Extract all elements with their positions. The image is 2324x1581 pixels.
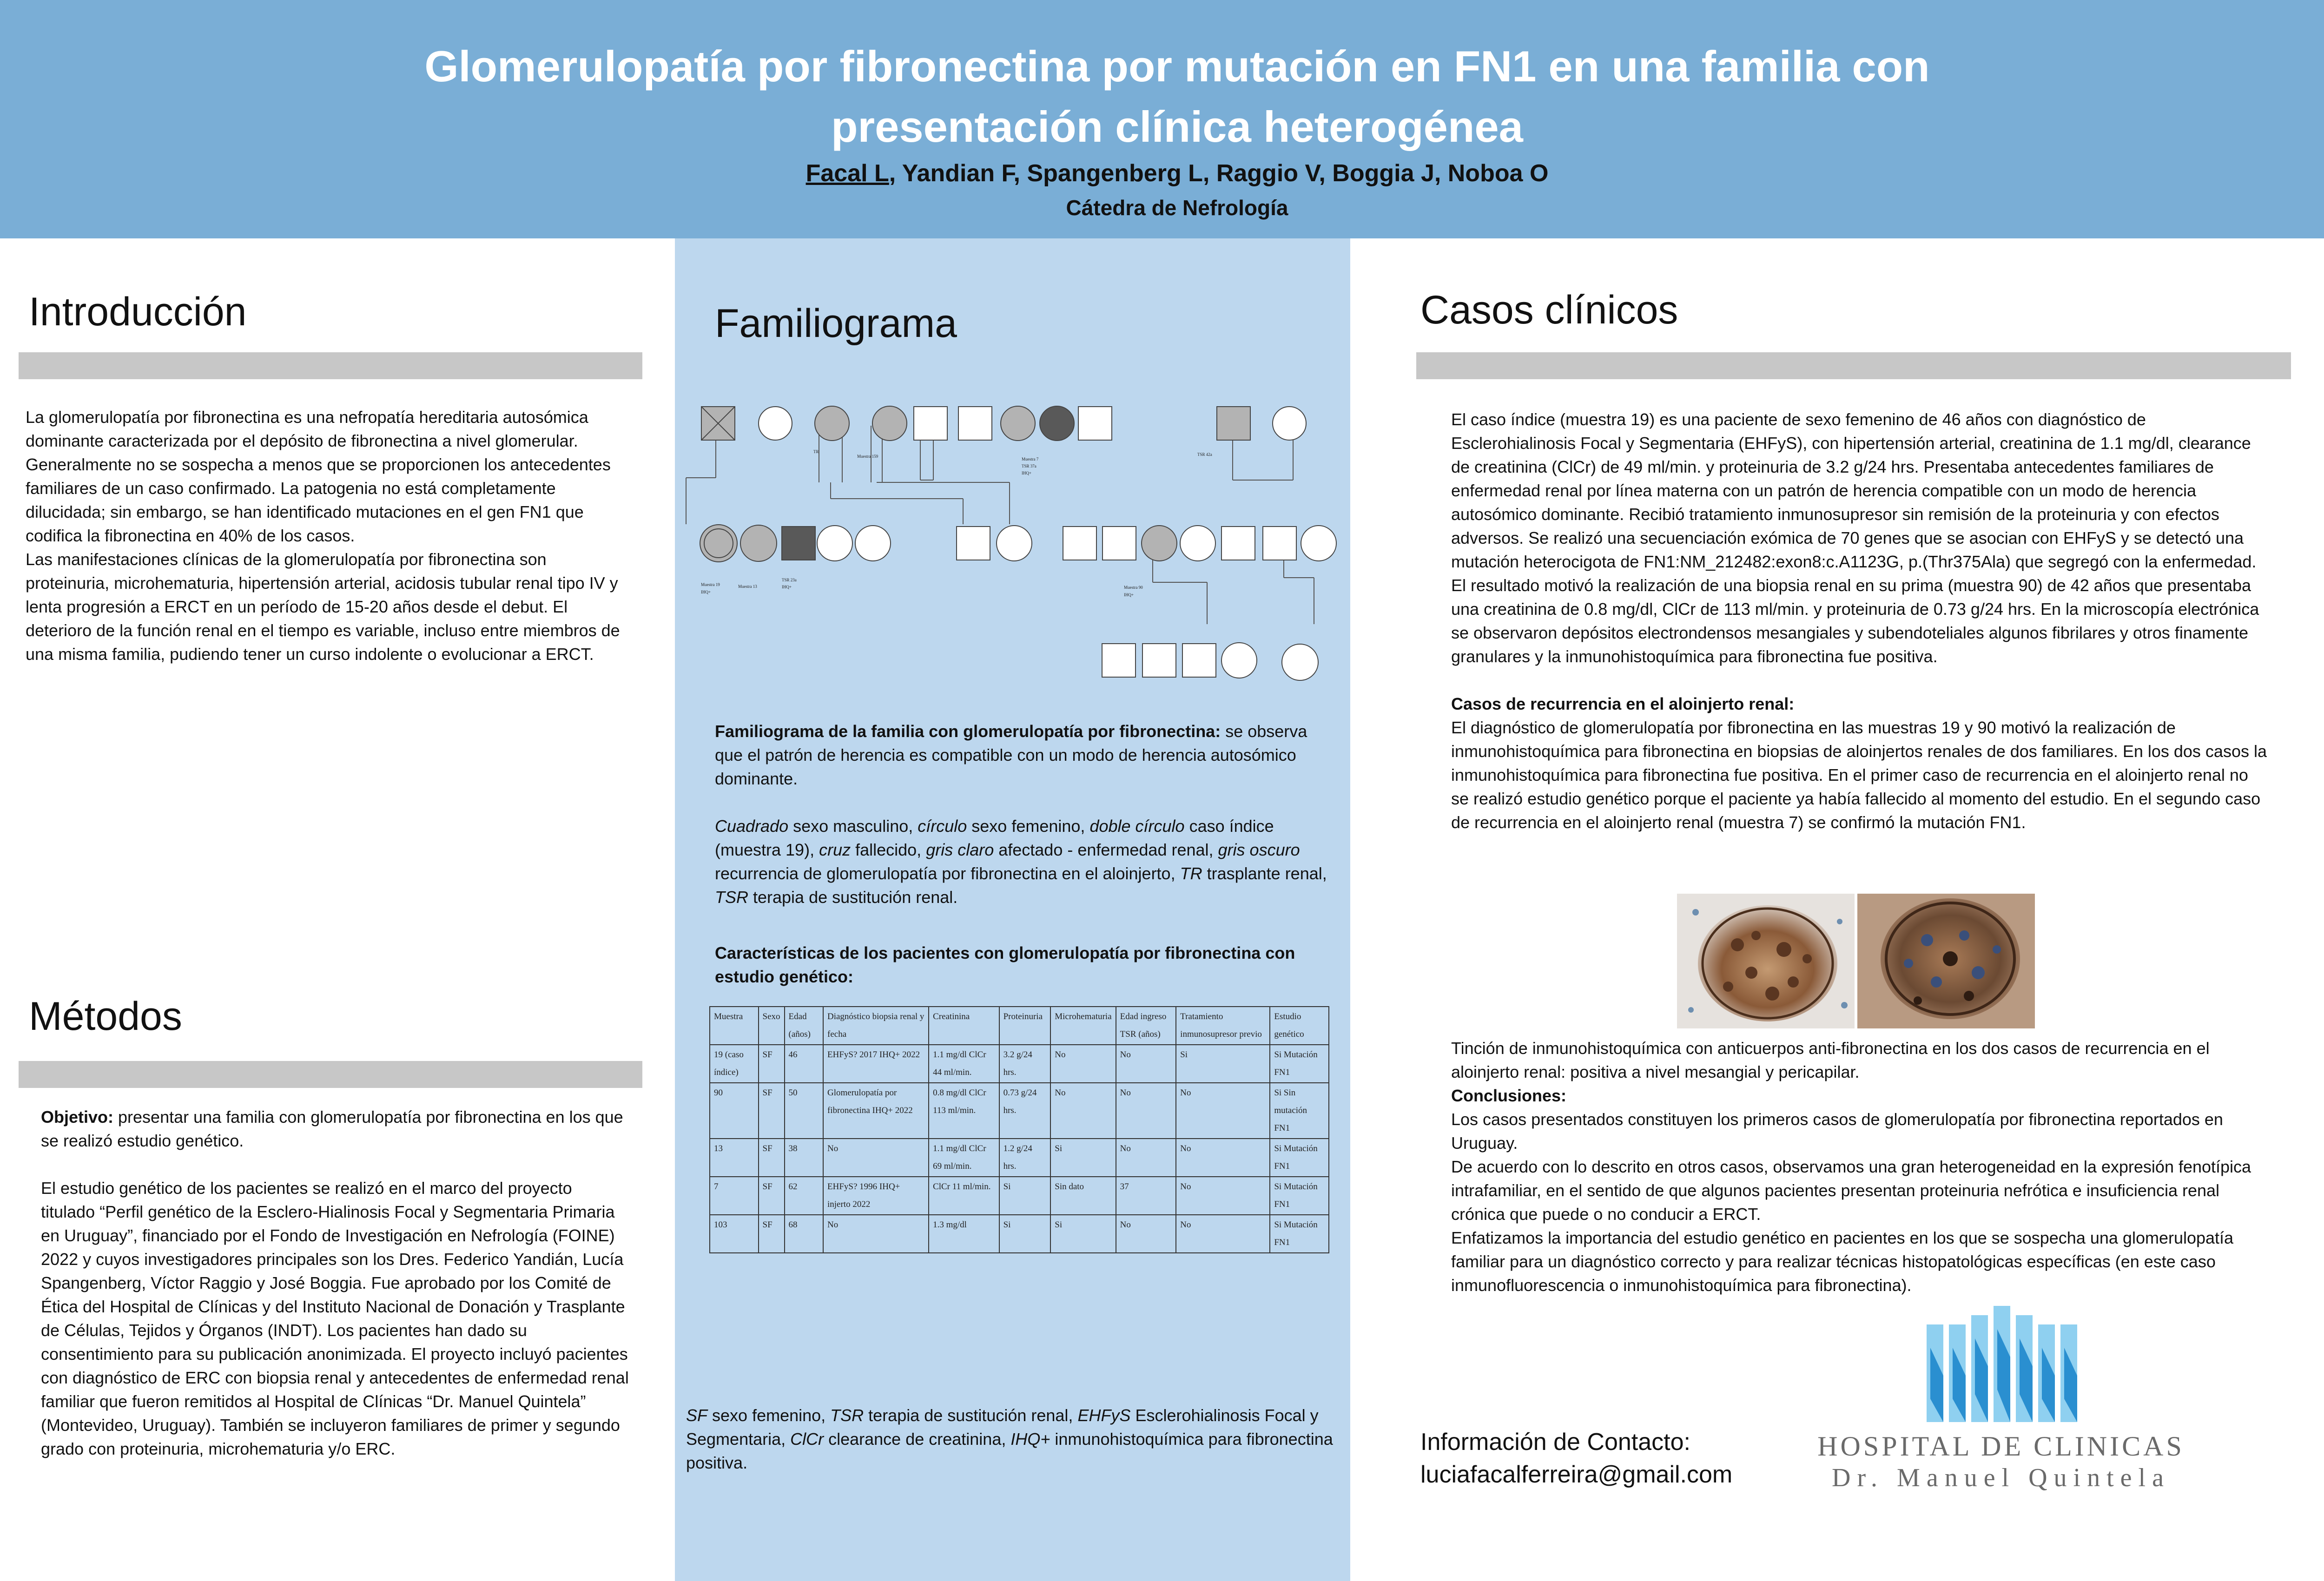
legend-def: trasplante renal, [1202,864,1327,883]
ped-label: IHQ+ [782,585,792,589]
table-cell: No [1176,1177,1270,1215]
table-header: Proteinuria [999,1007,1051,1045]
table-row [710,1177,1329,1215]
hospital-logo [1792,1306,2210,1506]
table-header: Edad ingreso TSR (años) [1116,1007,1176,1045]
methods-paragraph-2: El estudio genético de los pacientes se realizó en el marco del proyecto titulado “Perfil genético de la Esclero-Hialinosis Focal y Segmentaria Primaria en Uruguay”, financiado por el Fondo de Investigación en Nefrología (FOINE) 2022 y cuyos investigadores principales son los Dres. Federico Yandián, Lucía Spangenberg, Víctor Raggio y José Boggia. Fue aprobado por los Comité de Ética del Hospital de Clínicas y del Instituto Nacional de Donación y Trasplante de Células, Tejidos y Órganos (INDT). Los pacientes han dado su consentimiento para su publicación anonimizada. El proyecto incluyó pacientes con diagnóstico de ERC con biopsia renal y antecedentes de enfermedad renal familiar que fueron remitidos al Hospital de Clínicas “Dr. Manuel Quintela” (Montevideo, Uruguay). También se incluyeron familiares de primer y segundo grado con proteinuria, microhematuria y/o ERC. [41,1179,629,1458]
table-cell: Si [1176,1045,1270,1083]
department: Cátedra de Nefrología [1066,196,1288,220]
table-cell: 19 (caso índice) [710,1045,759,1083]
ihc-photo-1 [1677,894,1855,1028]
table-cell: No [1116,1139,1176,1177]
conclusion-2: De acuerdo con lo descrito en otros casos, observamos una gran heterogeneidad en la expresión fenotípica intrafamiliar, en el sentido de que algunos pacientes presentan proteinuria nefrótica e insuficiencia renal crónica que puede o no conducir a ERCT. [1451,1157,2251,1224]
logo-text-line-1: HOSPITAL DE CLINICAS [1817,1431,2185,1462]
methods-objective [41,1105,629,1153]
table-cell: 38 [785,1139,823,1177]
table-header: Muestra [710,1007,759,1045]
pedigree-chart [675,238,1350,703]
legend-def: terapia de sustitución renal. [748,888,958,907]
table-cell: Si [1050,1139,1116,1177]
legend-term: gris claro [926,840,994,859]
poster-title [0,36,2324,157]
contact-label: Información de Contacto: [1420,1429,1690,1456]
legend-term: Cuadrado [715,817,789,836]
table-cell: 90 [710,1083,759,1139]
table-cell: Si Sin mutación FN1 [1270,1083,1329,1139]
casos-title: Casos clínicos [1420,288,1678,332]
table-header-row [710,1007,1329,1045]
footnote-term: TSR [830,1406,864,1425]
casos-paragraph-2: El resultado motivó la realización de una biopsia renal en su prima (muestra 90) de 42 años que presentaba una creatinina de 0.8 mg/dl, ClCr de 113 ml/min. y proteinuria de 0.73 g/24 hrs. En la microscopía electrónica se observaron depósitos electrondensos mesangiales y subendoteliales algunos fibrilares y otros finamente granulares y la inmunohistoquímica para fibronectina fue positiva. [1451,576,2259,666]
table-cell: 62 [785,1177,823,1215]
legend-def: fallecido, [851,840,926,859]
ped-label: Muestra 19 [701,582,720,587]
table-cell: 37 [1116,1177,1176,1215]
table-cell: 1.2 g/24 hrs. [999,1139,1051,1177]
intro-paragraph-1: La glomerulopatía por fibronectina es una nefropatía hereditaria autosómica dominante caracterizada por el depósito de fibronectina a nivel glomerular. Generalmente no se sospecha a menos que se proporcionen los antecedentes familiares de un caso confirmado. La patogenia no está completamente dilucidada; sin embargo, se han identificado mutaciones en el gen FN1 que codifica la fibronectina en 40% de los casos. [26,408,611,545]
table-header: Edad (años) [785,1007,823,1045]
authors [0,159,2324,187]
legend-term: TR [1180,864,1202,883]
table-cell: ClCr 11 ml/min. [929,1177,999,1215]
ped-label: Muestra 7 [1022,457,1039,461]
ped-label: Muestra 159 [857,454,878,459]
table-cell: Glomerulopatía por fibronectina IHQ+ 2022 [823,1083,929,1139]
table-header: Sexo [759,1007,785,1045]
familiograma-caption [715,719,1333,909]
legend-term: gris oscuro [1218,840,1300,859]
legend-term: cruz [819,840,851,859]
intro-text [26,405,630,666]
table-header: Diagnóstico biopsia renal y fecha [823,1007,929,1045]
hospital-logo-icon [1927,1306,2080,1422]
casos-text [1451,408,2269,834]
recurrence-title-text: Casos de recurrencia en el aloinjerto renal: [1451,694,1795,713]
title-line-2: presentación clínica heterogénea [831,102,1523,151]
legend-term: círculo [918,817,967,836]
first-author: Facal L [805,160,889,187]
table-cell: Si Mutación FN1 [1270,1215,1329,1253]
footnote-def: sexo femenino, [707,1406,831,1425]
casos-divider [1416,352,2291,379]
table-cell: SF [759,1177,785,1215]
table-cell: Si Mutación FN1 [1270,1045,1329,1083]
ped-label: TSR 23a [782,578,797,582]
contact-email[interactable]: luciafacalferreira@gmail.com [1420,1461,1733,1488]
table-cell: SF [759,1139,785,1177]
footnote-term: SF [686,1406,708,1425]
table-row [710,1083,1329,1139]
pedigree-legend [715,814,1333,909]
table-cell: 1.1 mg/dl ClCr 69 ml/min. [929,1139,999,1177]
table-cell: No [1116,1045,1176,1083]
table-header: Tratamiento inmunosupresor previo [1176,1007,1270,1045]
title-line-1: Glomerulopatía por fibronectina por mutación en FN1 en una familia con [424,42,1930,91]
familiograma-title: Familiograma [715,301,957,346]
table-cell: No [1176,1215,1270,1253]
table-cell: 1.1 mg/dl ClCr 44 ml/min. [929,1045,999,1083]
poster-header [0,0,2324,238]
table-cell: 13 [710,1139,759,1177]
legend-def: sexo masculino, [788,817,918,836]
casos-paragraph-1: El caso índice (muestra 19) es una paciente de sexo femenino de 46 años con diagnóstico de Esclerohialinosis Focal y Segmentaria (EHFyS), con hipertensión arterial, creatinina de 1.1 mg/dl, clearance de creatinina (ClCr) de 49 ml/min. y proteinuria de 3.2 g/24 hrs. Presentaba antecedentes familiares de enfermedad renal por línea materna con un patrón de herencia compatible con un modo de herencia autosómico dominante. Recibió tratamiento inmunosupresor sin remisión de la proteinuria y con efectos adversos. Se realizó una secuenciación exómica de 70 genes que se asocian con EHFyS y se detectó una mutación heterocigota de FN1:NM_212482:exon8:c.A1123G, p.(Thr375Ala) que segregó con la enfermedad. [1451,410,2257,571]
contact-block [1420,1426,1732,1491]
table-cell: Sin dato [1050,1177,1116,1215]
table-row [710,1139,1329,1177]
table-cell: 46 [785,1045,823,1083]
table-cell: No [823,1139,929,1177]
caption-label: Familiograma de la familia con glomerulopatía por fibronectina: [715,722,1221,741]
table-cell: No [1176,1139,1270,1177]
legend-def: sexo femenino, [967,817,1090,836]
table-footnote [686,1403,1346,1475]
legend-term: doble círculo [1089,817,1185,836]
table-row [710,1215,1329,1253]
footnote-term: IHQ+ [1010,1429,1050,1449]
intro-paragraph-2: Las manifestaciones clínicas de la glomerulopatía por fibronectina son proteinuria, microhematuria, hipertensión arterial, acidosis tubular renal tipo IV y lenta progresión a ERCT en un período de 15-20 años desde el debut. El deterioro de la función renal en el tiempo es variable, incluso entre miembros de una misma familia, pudiendo tener un curso indolente o evolucionar a ERCT. [26,550,620,664]
methods-title: Métodos [29,994,182,1039]
footnote-def: inmunohistoquímica para fibronectina positiva. [686,1429,1333,1472]
conclusions-title-text: Conclusiones: [1451,1086,1567,1105]
table-cell: Si [999,1215,1051,1253]
table-row [710,1045,1329,1083]
objective-text: presentar una familia con glomerulopatía por fibronectina en los que se realizó estudio genético. [41,1107,623,1150]
ihc-photo-2 [1857,894,2035,1028]
table-cell: No [1116,1083,1176,1139]
legend-def: afectado - enfermedad renal, [994,840,1218,859]
table-cell: No [823,1215,929,1253]
conclusion-1: Los casos presentados constituyen los primeros casos de glomerulopatía por fibronectina reportados en Uruguay. [1451,1110,2223,1153]
table-cell: SF [759,1083,785,1139]
ped-label: Muestra 90 [1124,585,1143,590]
logo-text-line-2: Dr. Manuel Quintela [1832,1463,2170,1492]
intro-title: Introducción [29,290,247,334]
footnote-def: terapia de sustitución renal, [864,1406,1078,1425]
legend-def: recurrencia de glomerulopatía por fibronectina en el aloinjerto, [715,864,1180,883]
caption-text: se observa que el patrón de herencia es compatible con un modo de herencia autosómico dominante. [715,722,1307,788]
table-cell: No [1050,1045,1116,1083]
table-cell: Si Mutación FN1 [1270,1139,1329,1177]
methods-text [41,1105,629,1461]
footnote-def: Esclerohialinosis Focal y Segmentaria, [686,1406,1319,1449]
objective-label: Objetivo: [41,1107,114,1126]
ped-label: TSR 37a [1022,464,1037,468]
table-cell: SF [759,1045,785,1083]
table-cell: SF [759,1215,785,1253]
table-cell: Si [1050,1215,1116,1253]
photo-caption: Tinción de inmunohistoquímica con anticuerpos anti-fibronectina en los dos casos de recurrencia en el aloinjerto renal: positiva a nivel mesangial y pericapilar. [1451,1039,2210,1081]
table-cell: 1.3 mg/dl [929,1215,999,1253]
table-cell: Si Mutación FN1 [1270,1177,1329,1215]
table-cell: 103 [710,1215,759,1253]
casos-text-2 [1451,1036,2269,1297]
ped-label: TSR 42a [1197,452,1212,457]
table-cell: 50 [785,1083,823,1139]
table-cell: 0.73 g/24 hrs. [999,1083,1051,1139]
ped-label: IHQ+ [701,590,711,594]
casos-paragraph-3: El diagnóstico de glomerulopatía por fibronectina en las muestras 19 y 90 motivó la realización de inmunohistoquímica para fibronectina en biopsias de aloinjertos renales de dos familiares. En los dos casos la inmunohistoquímica para fibronectina fue positiva. En el primer caso de recurrencia en el aloinjerto renal no se realizó estudio genético porque el paciente ya había fallecido al momento del estudio. En el segundo caso de recurrencia en el aloinjerto renal (muestra 7) se confirmó la mutación FN1. [1451,718,2267,832]
table-cell: 68 [785,1215,823,1253]
pedigree-caption [715,719,1333,790]
table-cell: EHFyS? 2017 IHQ+ 2022 [823,1045,929,1083]
legend-term: TSR [715,888,748,907]
conclusions-title [1451,1084,2269,1107]
footnote-term: EHFyS [1077,1406,1131,1425]
patients-table [709,1006,1329,1253]
table-cell: 7 [710,1177,759,1215]
methods-divider [19,1061,642,1088]
table-title: Características de los pacientes con glomerulopatía por fibronectina con estudio genético: [715,943,1295,986]
table-cell: EHFyS? 1996 IHQ+ injerto 2022 [823,1177,929,1215]
footnote-term: ClCr [790,1429,824,1449]
table-cell: No [1116,1215,1176,1253]
table-header: Creatinina [929,1007,999,1045]
table-cell: Si [999,1177,1051,1215]
table-cell: 0.8 mg/dl ClCr 113 ml/min. [929,1083,999,1139]
ped-label: IHQ+ [1022,471,1032,475]
table-cell: No [1050,1083,1116,1139]
legend-def: caso índice (muestra 19), [715,817,1274,859]
conclusion-3: Enfatizamos la importancia del estudio genético en pacientes en los que se sospecha una glomerulopatía familiar para un diagnóstico correcto y para realizar técnicas histopatológicas específicas (en este caso inmunofluorescencia o inmunohistoquímica para fibronectina). [1451,1228,2234,1295]
table-cell: No [1176,1083,1270,1139]
ped-label: Muestra 13 [738,584,757,589]
intro-divider [19,352,642,379]
table-header: Estudio genético [1270,1007,1329,1045]
table-cell: 3.2 g/24 hrs. [999,1045,1051,1083]
ped-label: TR [813,449,819,454]
table-header: Microhematuria [1050,1007,1116,1045]
other-authors: , Yandian F, Spangenberg L, Raggio V, Boggia J, Noboa O [889,160,1549,187]
recurrence-title [1451,692,2269,716]
ped-label: IHQ+ [1124,593,1134,597]
footnote-def: clearance de creatinina, [824,1429,1011,1449]
